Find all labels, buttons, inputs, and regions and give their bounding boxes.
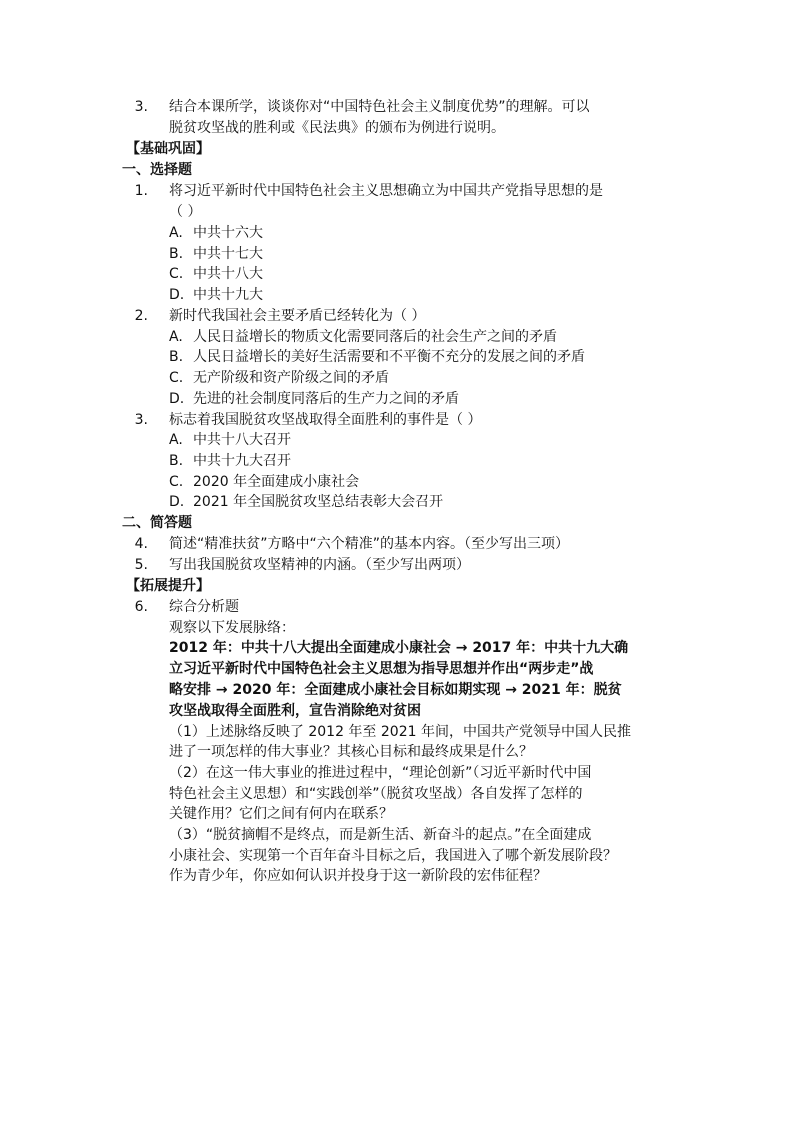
subquestion-3-line-3: 作为青少年，你应如何认识并投身于这一新阶段的宏伟征程？ xyxy=(169,868,547,884)
question-3-option-d xyxy=(169,492,443,512)
part-heading-choice: 一、选择题 xyxy=(122,162,192,178)
option-letter: D. xyxy=(169,287,185,303)
subquestion-1-line-2: 进了一项怎样的伟大事业？其核心目标和最终成果是什么？ xyxy=(169,744,533,760)
subquestion-2-line-1: （2）在这一伟大事业的推进过程中，“理论创新”（习近平新时代中国 xyxy=(169,765,592,781)
option-letter: A. xyxy=(169,329,183,345)
option-text: 中共十六大 xyxy=(193,225,263,241)
option-text: 2020 年全面建成小康社会 xyxy=(193,474,360,490)
question-1-stem: 将习近平新时代中国特色社会主义思想确立为中国共产党指导思想的是 xyxy=(169,183,603,199)
question-3-stem: 标志着我国脱贫攻坚战取得全面胜利的事件是（ ） xyxy=(169,412,482,428)
subquestion-2-line-2: 特色社会主义思想）和“实践创举”（脱贫攻坚战）各自发挥了怎样的 xyxy=(169,786,583,802)
option-letter: C. xyxy=(169,370,184,386)
option-letter: B. xyxy=(169,453,184,469)
question-1-stem-cont: （ ） xyxy=(169,204,202,220)
question-2-option-d xyxy=(169,389,459,409)
subquestion-1-line-1: （1）上述脉络反映了 2012 年至 2021 年间，中国共产党领导中国人民推 xyxy=(169,724,631,740)
timeline-line-2: 立习近平新时代中国特色社会主义思想为指导思想并作出“两步走”战 xyxy=(169,661,594,677)
option-letter: A. xyxy=(169,432,183,448)
question-3-number: 3. xyxy=(134,412,148,428)
option-letter: C. xyxy=(169,474,184,490)
option-text: 中共十八大 xyxy=(193,266,263,282)
subquestion-2-line-3: 关键作用？它们之间有何内在联系？ xyxy=(169,806,393,822)
option-text: 无产阶级和资产阶级之间的矛盾 xyxy=(193,370,389,386)
question-3-intro-line1: 结合本课所学，谈谈你对“中国特色社会主义制度优势”的理解。可以 xyxy=(169,99,590,115)
option-letter: D. xyxy=(169,391,185,407)
option-text: 人民日益增长的物质文化需要同落后的社会生产之间的矛盾 xyxy=(193,329,557,345)
timeline-line-4: 攻坚战取得全面胜利，宣告消除绝对贫困 xyxy=(169,703,421,719)
question-6-number: 6. xyxy=(134,599,148,615)
question-3-intro-line2: 脱贫攻坚战的胜利或《民法典》的颁布为例进行说明。 xyxy=(169,120,505,136)
option-text: 2021 年全国脱贫攻坚总结表彰大会召开 xyxy=(193,494,444,510)
option-letter: C. xyxy=(169,266,184,282)
question-4-number: 4. xyxy=(134,536,148,552)
question-1-option-b xyxy=(169,244,263,264)
question-2-number: 2. xyxy=(134,308,148,324)
question-1-option-a xyxy=(169,223,263,243)
option-text: 先进的社会制度同落后的生产力之间的矛盾 xyxy=(193,391,459,407)
question-2-option-b xyxy=(169,347,585,367)
option-text: 中共十八大召开 xyxy=(193,432,291,448)
question-3-intro-number: 3. xyxy=(134,99,148,115)
option-letter: A. xyxy=(169,225,183,241)
section-heading-extension: 【拓展提升】 xyxy=(126,578,210,594)
option-letter: B. xyxy=(169,246,184,262)
question-1-option-c xyxy=(169,264,263,284)
question-4-text: 简述“精准扶贫”方略中“六个精准”的基本内容。（至少写出三项） xyxy=(169,536,570,552)
section-heading-basic: 【基础巩固】 xyxy=(126,141,210,157)
question-5-number: 5. xyxy=(134,557,148,573)
question-2-option-a xyxy=(169,327,557,347)
question-1-option-d xyxy=(169,285,263,305)
question-3-option-a xyxy=(169,430,291,450)
question-3-option-c xyxy=(169,472,359,492)
subquestion-3-line-1: （3）“脱贫摘帽不是终点，而是新生活、新奋斗的起点。”在全面建成 xyxy=(169,827,592,843)
option-letter: D. xyxy=(169,494,185,510)
question-1-number: 1. xyxy=(134,183,148,199)
question-2-option-c xyxy=(169,368,389,388)
question-3-option-b xyxy=(169,451,291,471)
question-2-stem: 新时代我国社会主要矛盾已经转化为（ ） xyxy=(169,308,426,324)
subquestion-3-line-2: 小康社会、实现第一个百年奋斗目标之后，我国进入了哪个新发展阶段？ xyxy=(169,848,617,864)
option-letter: B. xyxy=(169,349,184,365)
question-5-text: 写出我国脱贫攻坚精神的内涵。（至少写出两项） xyxy=(169,557,470,573)
option-text: 人民日益增长的美好生活需要和不平衡不充分的发展之间的矛盾 xyxy=(193,349,585,365)
option-text: 中共十九大 xyxy=(193,287,263,303)
option-text: 中共十七大 xyxy=(193,246,263,262)
part-heading-short-answer: 二、简答题 xyxy=(122,515,192,531)
option-text: 中共十九大召开 xyxy=(193,453,291,469)
question-6-intro: 观察以下发展脉络： xyxy=(169,620,295,636)
question-6-title: 综合分析题 xyxy=(169,599,239,615)
timeline-line-3: 略安排 → 2020 年：全面建成小康社会目标如期实现 → 2021 年：脱贫 xyxy=(169,682,622,698)
timeline-line-1: 2012 年：中共十八大提出全面建成小康社会 → 2017 年：中共十九大确 xyxy=(169,640,629,656)
